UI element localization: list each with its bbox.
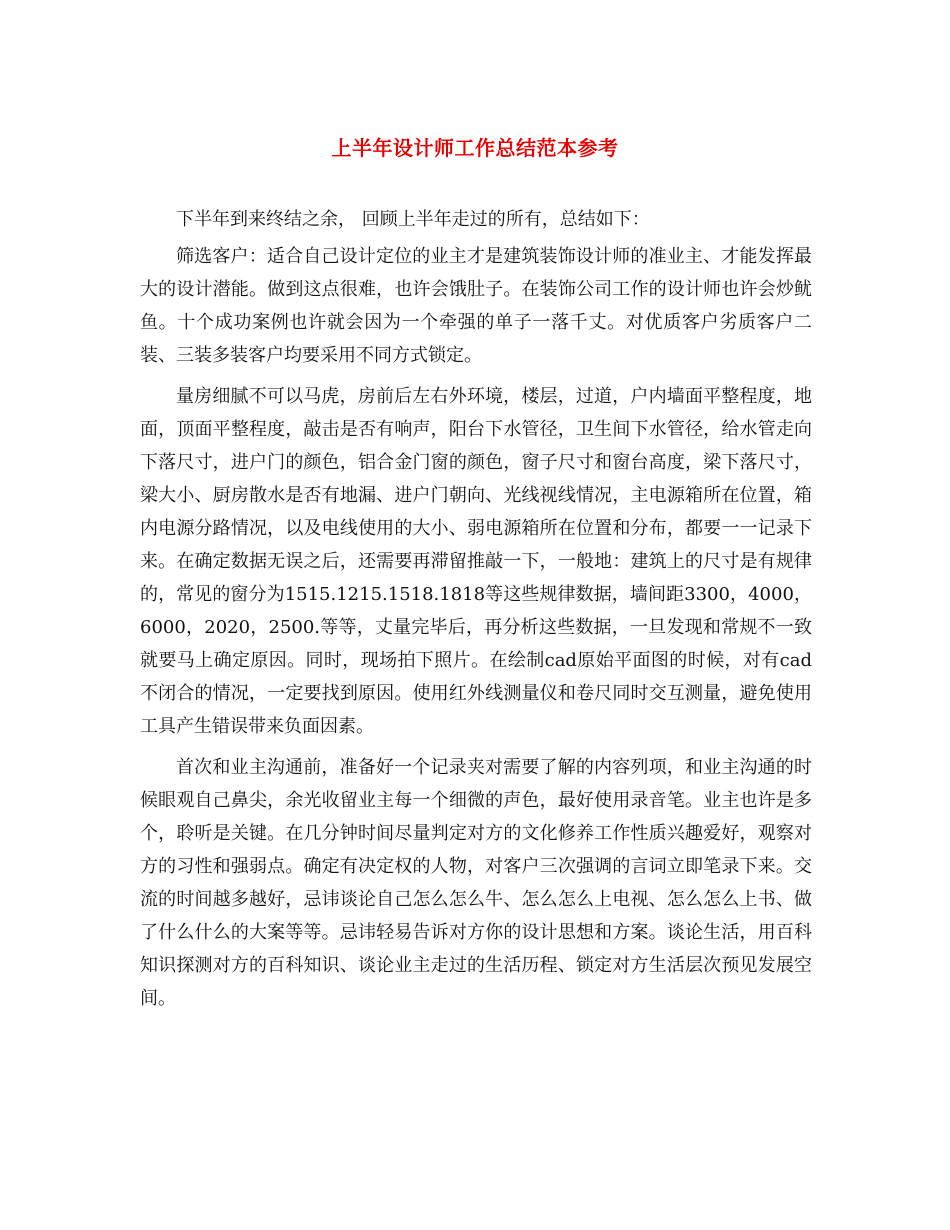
room-measurement-paragraph: 量房细腻不可以马虎，房前后左右外环境，楼层，过道，户内墙面平整程度，地面，顶面平整程度，敲击是否有响声，阳台下水管径，卫生间下水管径，给水管走向下落尺寸，进户门的颜色，铝合金门窗的颜色，窗子尺寸和窗台高度，梁下落尺寸，梁大小、厨房散水是否有地漏、进户门朝向、光线视线情况，主电源箱所在位置，箱内电源分路情况，以及电线使用的大小、弱电源箱所在位置和分布，都要一一记录下来。在确定数据无误之后，还需要再滞留推敲一下，一般地：建筑上的尺寸是有规律的，常见的窗分为1515.1215.1518.1818等这些规律数据，墙间距3300，4000，6000，2020，2500.等等，丈量完毕后，再分析这些数据，一旦发现和常规不一致就要马上确定原因。同时，现场拍下照片。在绘制cad原始平面图的时候，对有cad不闭合的情况，一定要找到原因。使用红外线测量仪和卷尺同时交互测量，避免使用工具产生错误带来负面因素。	[140, 386, 812, 737]
intro-paragraph: 下半年到来终结之余， 回顾上半年走过的所有，总结如下：	[176, 209, 650, 230]
document-body	[140, 203, 812, 1023]
client-communication-paragraph: 首次和业主沟通前，准备好一个记录夹对需要了解的内容列项，和业主沟通的时候眼观自己鼻尖，余光收留业主每一个细微的声色，最好使用录音笔。业主也许是多个，聆听是关键。在几分钟时间尽量判定对方的文化修养工作性质兴趣爱好，观察对方的习性和强弱点。确定有决定权的人物，对客户三次强调的言词立即笔录下来。交流的时间越多越好，忌讳谈论自己怎么怎么牛、怎么怎么上电视、怎么怎么上书、做了什么什么的大案等等。忌讳轻易告诉对方你的设计思想和方案。谈论生活，用百科知识探测对方的百科知识、谈论业主走过的生活历程、锁定对方生活层次预见发展空间。	[140, 757, 812, 1009]
document-title: 上半年设计师工作总结范本参考	[331, 136, 619, 160]
client-selection-paragraph: 筛选客户：适合自己设计定位的业主才是建筑装饰设计师的准业主、才能发挥最大的设计潜能。做到这点很难，也许会饿肚子。在装饰公司工作的设计师也许会炒鱿鱼。十个成功案例也许就会因为一个牵强的单子一落千丈。对优质客户劣质客户二装、三装多装客户均要采用不同方式锁定。	[140, 246, 812, 366]
